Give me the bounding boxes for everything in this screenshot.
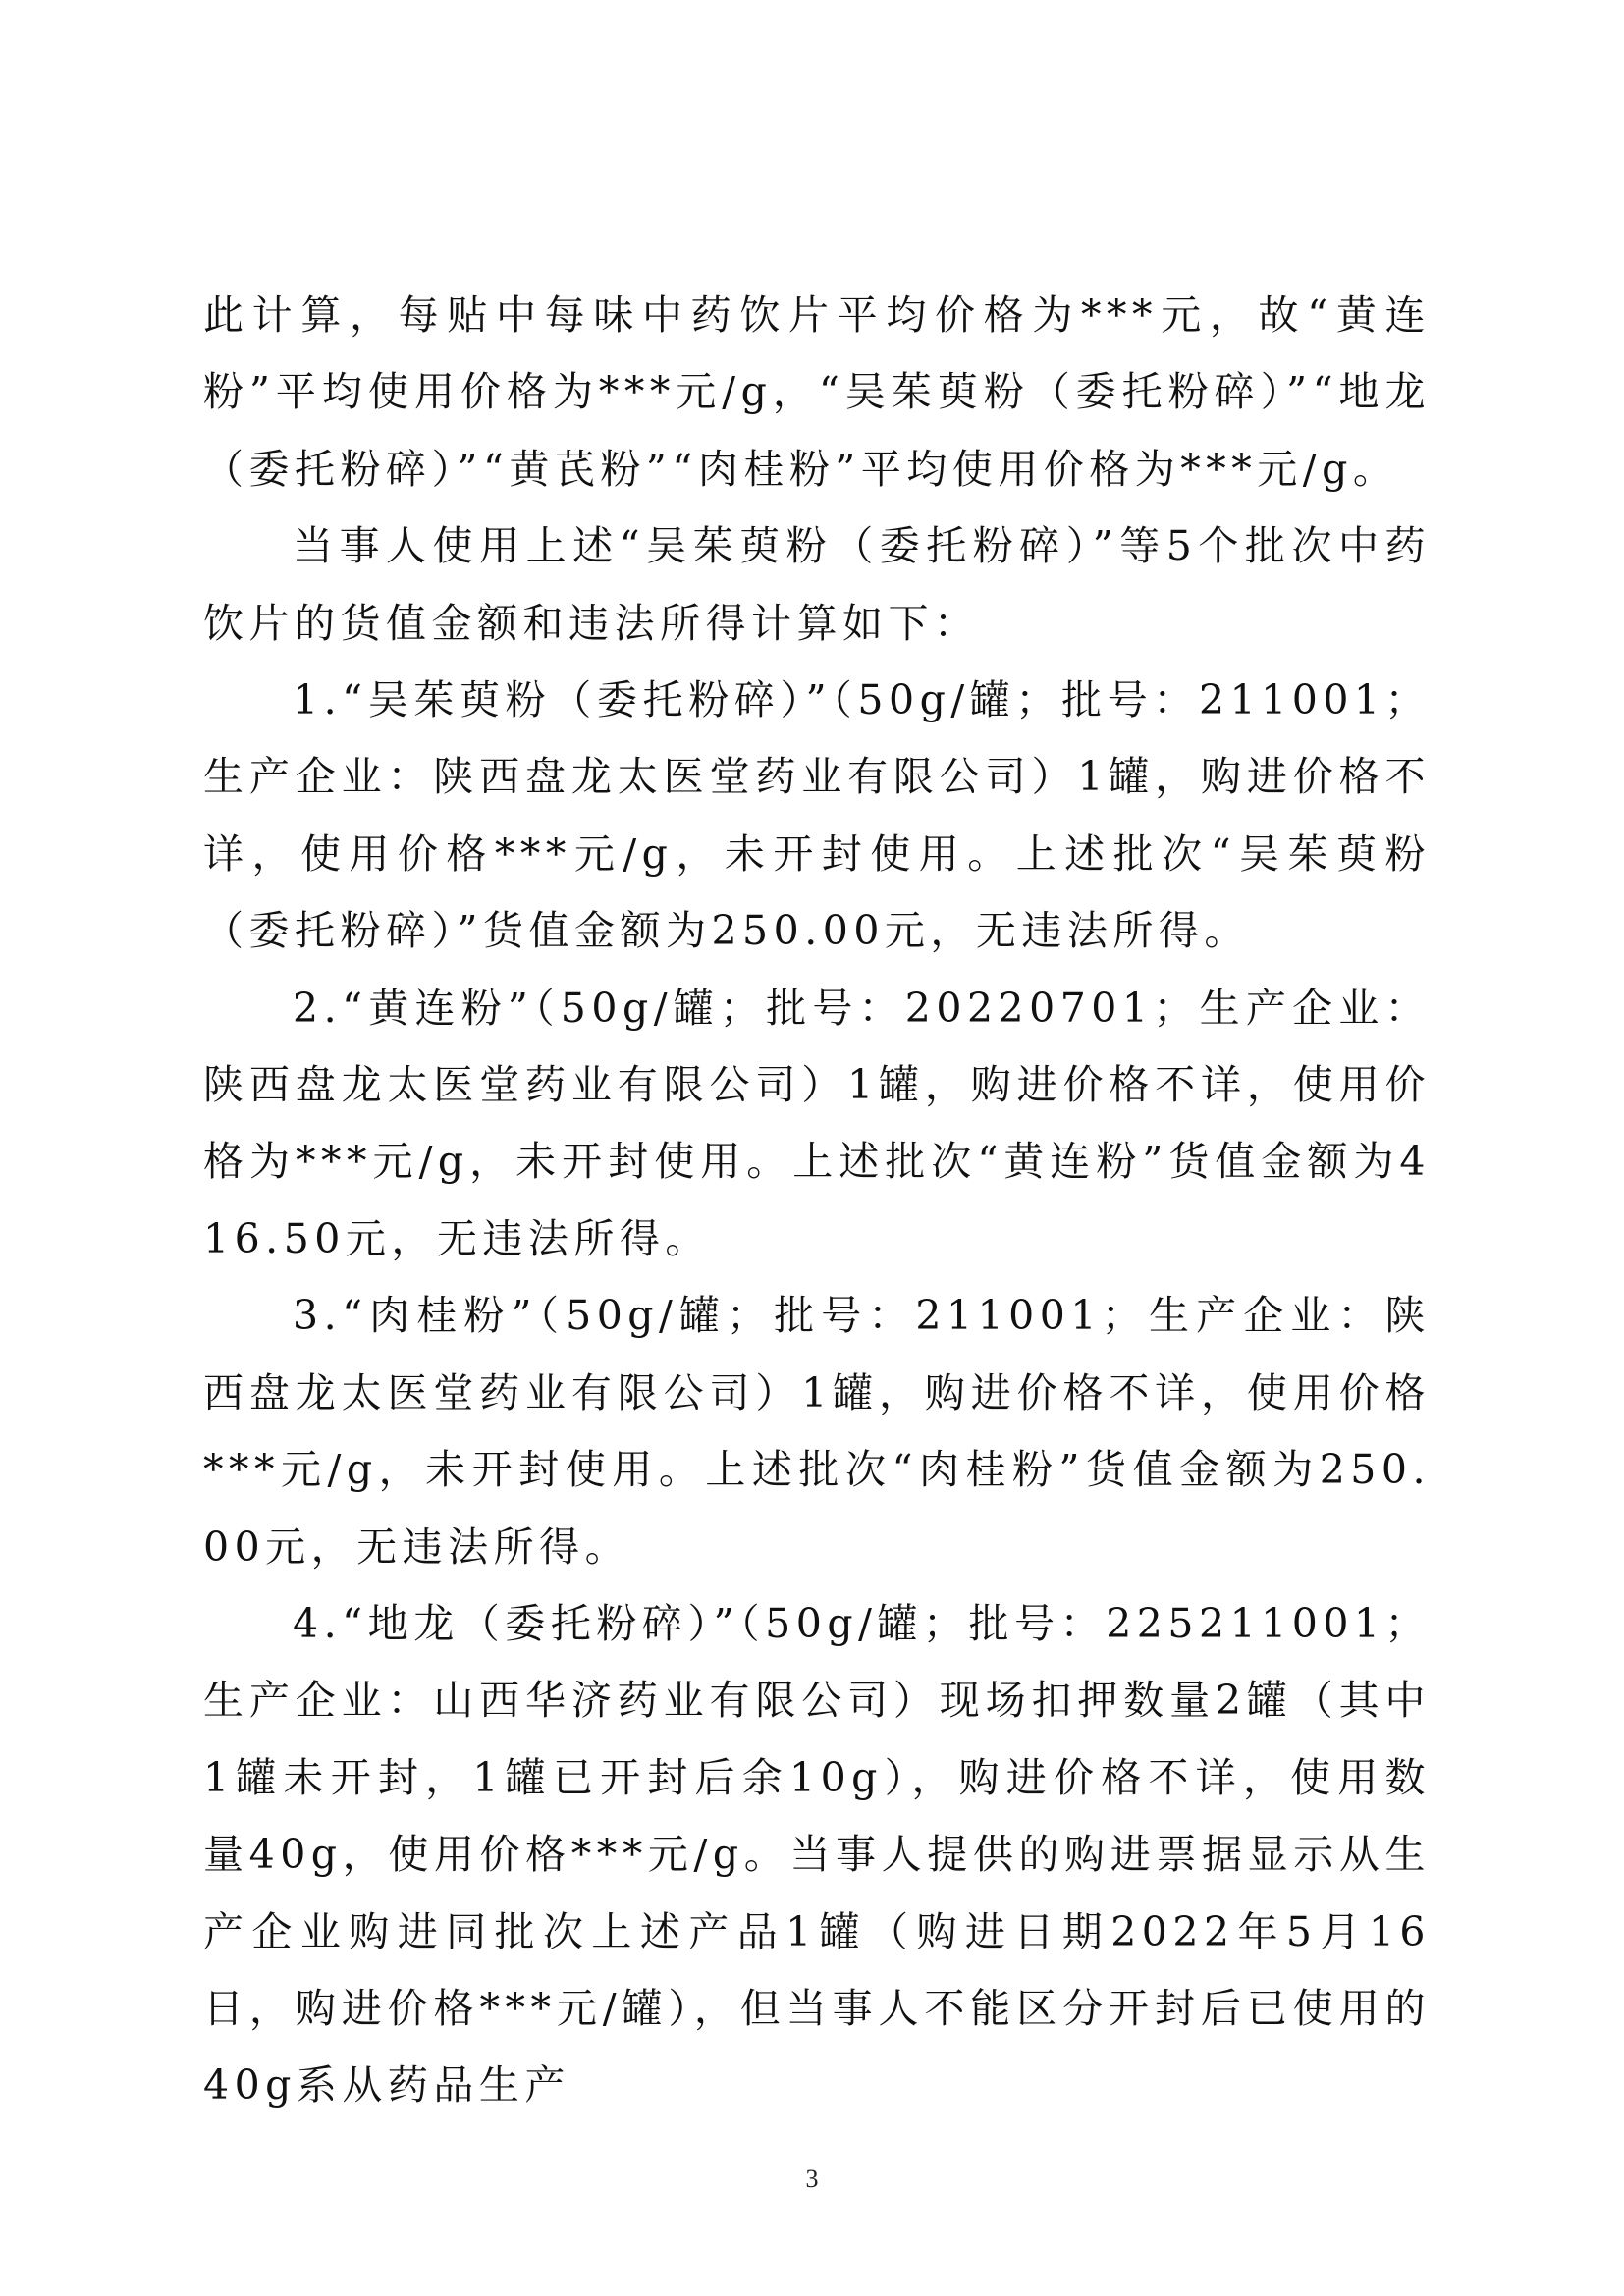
paragraph-item-3: 3.“肉桂粉”（50g/罐；批号：211001；生产企业：陕西盘龙太医堂药业有限公司）1罐，购进价格不详，使用价格***元/g，未开封使用。上述批次“肉桂粉”货值金额为250.00元，无违法所得。 [203,1292,1431,1571]
body-text [203,277,1431,2124]
paragraph-item-1: 1.“吴茱萸粉（委托粉碎）”（50g/罐；批号：211001；生产企业：陕西盘龙太医堂药业有限公司）1罐，购进价格不详，使用价格***元/g，未开封使用。上述批次“吴茱萸粉（委托粉碎）”货值金额为250.00元，无违法所得。 [203,676,1431,955]
paragraph-item-2: 2.“黄连粉”（50g/罐；批号：20220701；生产企业：陕西盘龙太医堂药业有限公司）1罐，购进价格不详，使用价格为***元/g，未开封使用。上述批次“黄连粉”货值金额为416.50元，无违法所得。 [203,984,1431,1262]
paragraph-calculation-intro: 当事人使用上述“吴茱萸粉（委托粉碎）”等5个批次中药饮片的货值金额和违法所得计算如下： [203,522,1431,647]
paragraph-item-4: 4.“地龙（委托粉碎）”（50g/罐；批号：225211001；生产企业：山西华济药业有限公司）现场扣押数量2罐（其中1罐未开封，1罐已开封后余10g），购进价格不详，使用数量40g，使用价格***元/g。当事人提供的购进票据显示从生产企业购进同批次上述产品1罐（购进日期2022年5月16日，购进价格***元/罐），但当事人不能区分开封后已使用的40g系从药品生产 [203,1599,1431,2109]
paragraph-price-calculation: 此计算，每贴中每味中药饮片平均价格为***元，故“黄连粉”平均使用价格为***元/g，“吴茱萸粉（委托粉碎）”“地龙（委托粉碎）”“黄芪粉”“肉桂粉”平均使用价格为***元/g。 [203,292,1431,493]
page-number: 3 [805,2164,819,2193]
